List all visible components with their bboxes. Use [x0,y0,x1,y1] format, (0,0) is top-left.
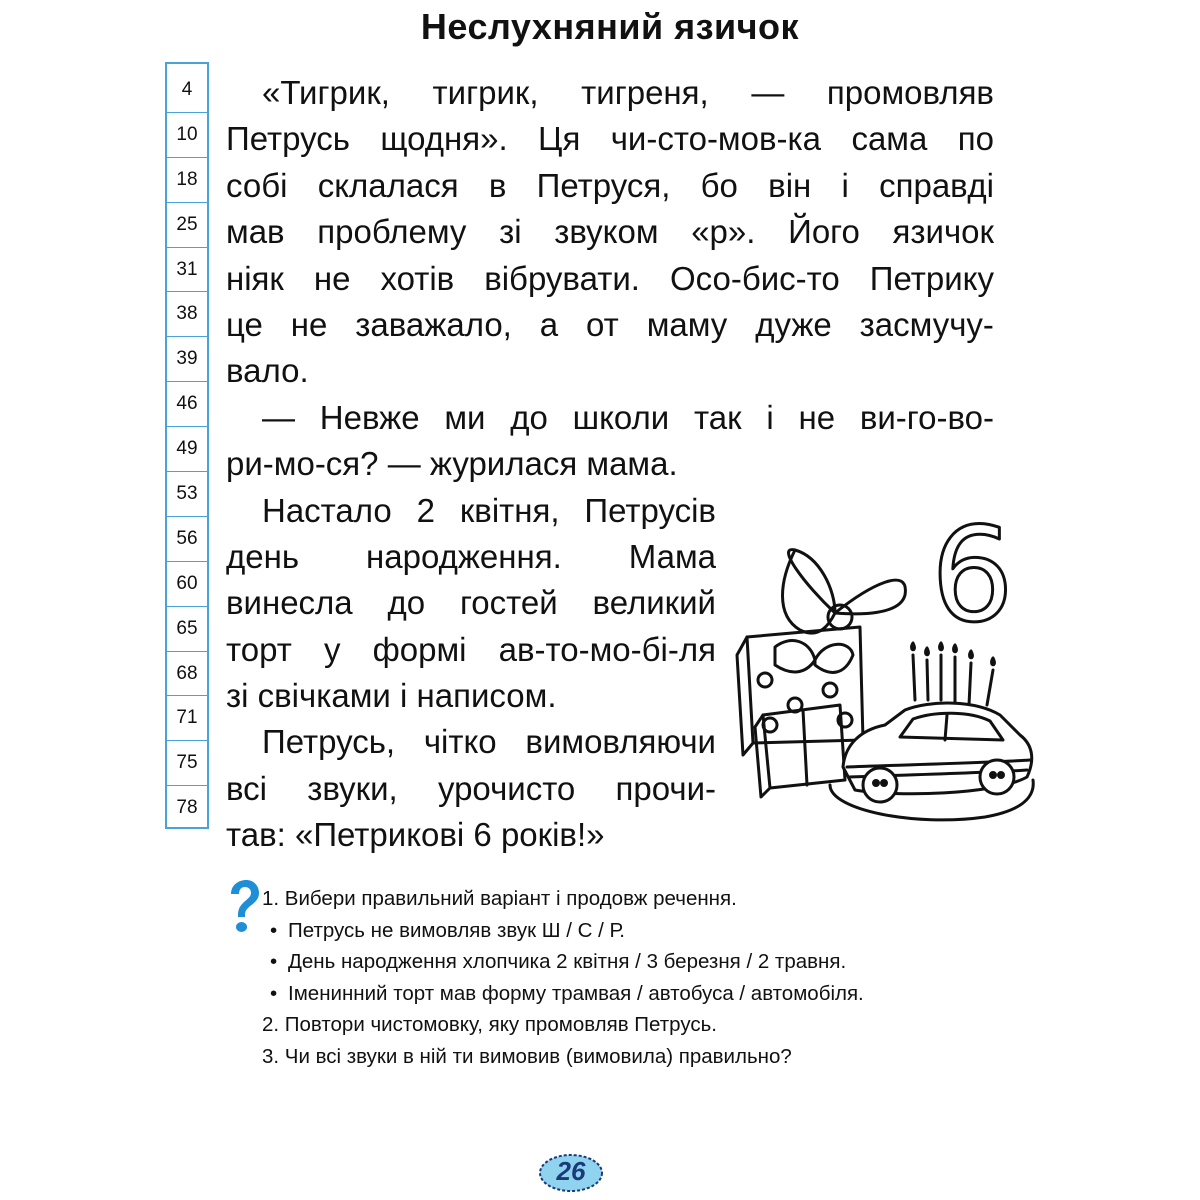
story-word: — [387,445,421,483]
story-word: написом. [416,677,557,715]
word-count-column [165,62,209,829]
story-word: не [313,259,351,297]
story-word: собі [226,166,288,204]
story-word: школи [572,398,670,436]
story-word: і [766,398,774,436]
story-word: не [798,398,836,436]
story-line [226,580,716,626]
story-word: прочи- [615,769,716,807]
story-word: Петрусів [584,491,716,529]
story-word: це [226,305,263,343]
story-line [226,256,994,302]
story-word: ри-мо-ся? [226,445,379,483]
story-word: вимовляючи [525,723,716,761]
story-word: 6 [473,816,492,854]
story-word: хотів [380,259,455,297]
story-word: і [400,677,408,715]
word-count-cell: 78 [176,797,198,819]
story-word: чи-сто-мов-ка [610,120,822,158]
story-line [226,209,994,255]
story-word: зі [499,213,522,251]
story-word: звуком [554,213,659,251]
question-1: 1. Вибери правильний варіант і продовж речення. [262,887,737,910]
question-mark-icon [226,880,260,934]
word-count-cell: 71 [167,696,207,741]
word-count-cell: 25 [167,203,207,248]
bullet: • [270,981,278,1005]
story-word: Петрусь [226,120,350,158]
story-word: мав [226,213,285,251]
story-word: свічками [257,677,391,715]
story-word: день [226,537,300,575]
bullet: • [270,950,278,974]
story-word: дуже [755,305,832,343]
story-word: язичок [892,213,994,251]
story-word: квітня, [459,491,560,529]
question-2: 2. Повтори чистомовку, яку промовляв Петрусь. [262,1013,717,1037]
word-count-cell: 31 [167,248,207,293]
story-line [226,627,716,673]
story-line [226,348,994,394]
story-word: Петрусь, [262,723,396,761]
story-line [226,70,994,116]
question-1-option-c [262,978,864,1010]
story-word: Невже [319,398,420,436]
story-word: і [841,166,849,204]
word-count-cell: 10 [167,113,207,158]
story-word: зі [226,677,249,715]
story-line [226,163,994,209]
story-word: проблему [317,213,467,251]
story-word: маму [646,305,728,343]
page-number: 26 [556,1156,586,1186]
word-count-cell: 65 [167,607,207,652]
story-word: журилася [429,445,578,483]
story-word: ніяк [226,259,284,297]
story-line [226,488,716,534]
story-word: у [323,630,341,668]
story-line [226,441,994,487]
story-word: Осо-бис-то [669,259,840,297]
option-text: Іменинний торт мав форму трамвая / автобуса / автомобіля. [288,981,864,1005]
story-word: Настало [262,491,392,529]
word-count-cell: 68 [167,652,207,697]
story-word: народження. [366,537,562,575]
page-title: Неслухняний язичок [420,6,800,47]
story-word: всі [226,769,267,807]
word-count-cell: 53 [167,472,207,517]
story-word: в [488,166,507,204]
story-word: справді [879,166,994,204]
story-line [226,766,716,812]
gift-and-car-cake-illustration [735,505,1045,835]
story-word: Його [788,213,860,251]
story-word: до [387,584,426,622]
birthday-number: 6 [931,505,1014,651]
story-word: Ця [538,120,581,158]
bullet: • [270,918,278,942]
story-word: сама [851,120,928,158]
option-text: День народження хлопчика 2 квітня / 3 березня / 2 травня. [288,950,847,974]
story-word: по [957,120,994,158]
story-word: Петрику [869,259,994,297]
story-line [226,302,994,348]
story-word: торт [226,630,292,668]
story-word: він [768,166,812,204]
story-word: гостей [459,584,558,622]
word-count-cell: 18 [167,158,207,203]
story-word: бо [700,166,738,204]
word-count-cell: 56 [167,517,207,562]
story-word: промовляв [826,74,994,111]
story-word: чітко [423,723,497,761]
word-count-cell: 38 [167,292,207,337]
option-text: Петрусь не вимовляв звук Ш / С / Р. [288,918,625,942]
story-word: от [586,305,619,343]
word-count-cell: 4 [167,68,207,113]
story-word: ав-то-мо-бі-ля [498,630,716,668]
story-word: «р». [691,213,756,251]
story-word: так [694,398,742,436]
question-1-option-b [262,946,864,978]
word-count-cell: 49 [167,427,207,472]
word-count-cell: 75 [167,741,207,786]
story-word: до [510,398,548,436]
word-count-cell: 60 [167,562,207,607]
story-word: великий [592,584,716,622]
question-1-option-a [262,915,864,947]
story-word: тигрик, [432,74,539,111]
story-line [226,534,716,580]
story-word: засмучу- [859,305,994,343]
story-word: вало. [226,352,309,390]
story-word: 2 [416,491,435,529]
word-count-cell: 39 [167,337,207,382]
story-word: щодня». [380,120,508,158]
story-word: «Тигрик, [262,74,390,111]
story-word: урочисто [437,769,576,807]
story-line [226,116,994,162]
story-word: а [539,305,559,343]
questions-block [262,883,864,1073]
story-word: склалася [317,166,459,204]
story-word: тав: [226,816,286,854]
story-word: звуки, [307,769,398,807]
story-word: вібрувати. [484,259,640,297]
story-word: не [290,305,328,343]
word-count-cell: 46 [167,382,207,427]
story-word: тигреня, [581,74,709,111]
story-line [226,719,716,765]
story-word: формі [372,630,467,668]
question-3: 3. Чи всі звуки в ній ти вимовив (вимовила) правильно? [262,1044,792,1068]
story-word: «Петрикові [294,816,465,854]
story-word: мама. [586,445,678,483]
story-word: Петруся, [536,166,671,204]
story-word: років!» [500,816,605,854]
story-word: ви-го-во- [859,398,994,436]
story-word: — [751,74,785,111]
story-word: ми [444,398,486,436]
story-word: Мама [628,537,716,575]
story-word: — [262,398,295,436]
story-line [226,395,994,441]
story-word: заважало, [355,305,512,343]
story-word: винесла [226,584,353,622]
